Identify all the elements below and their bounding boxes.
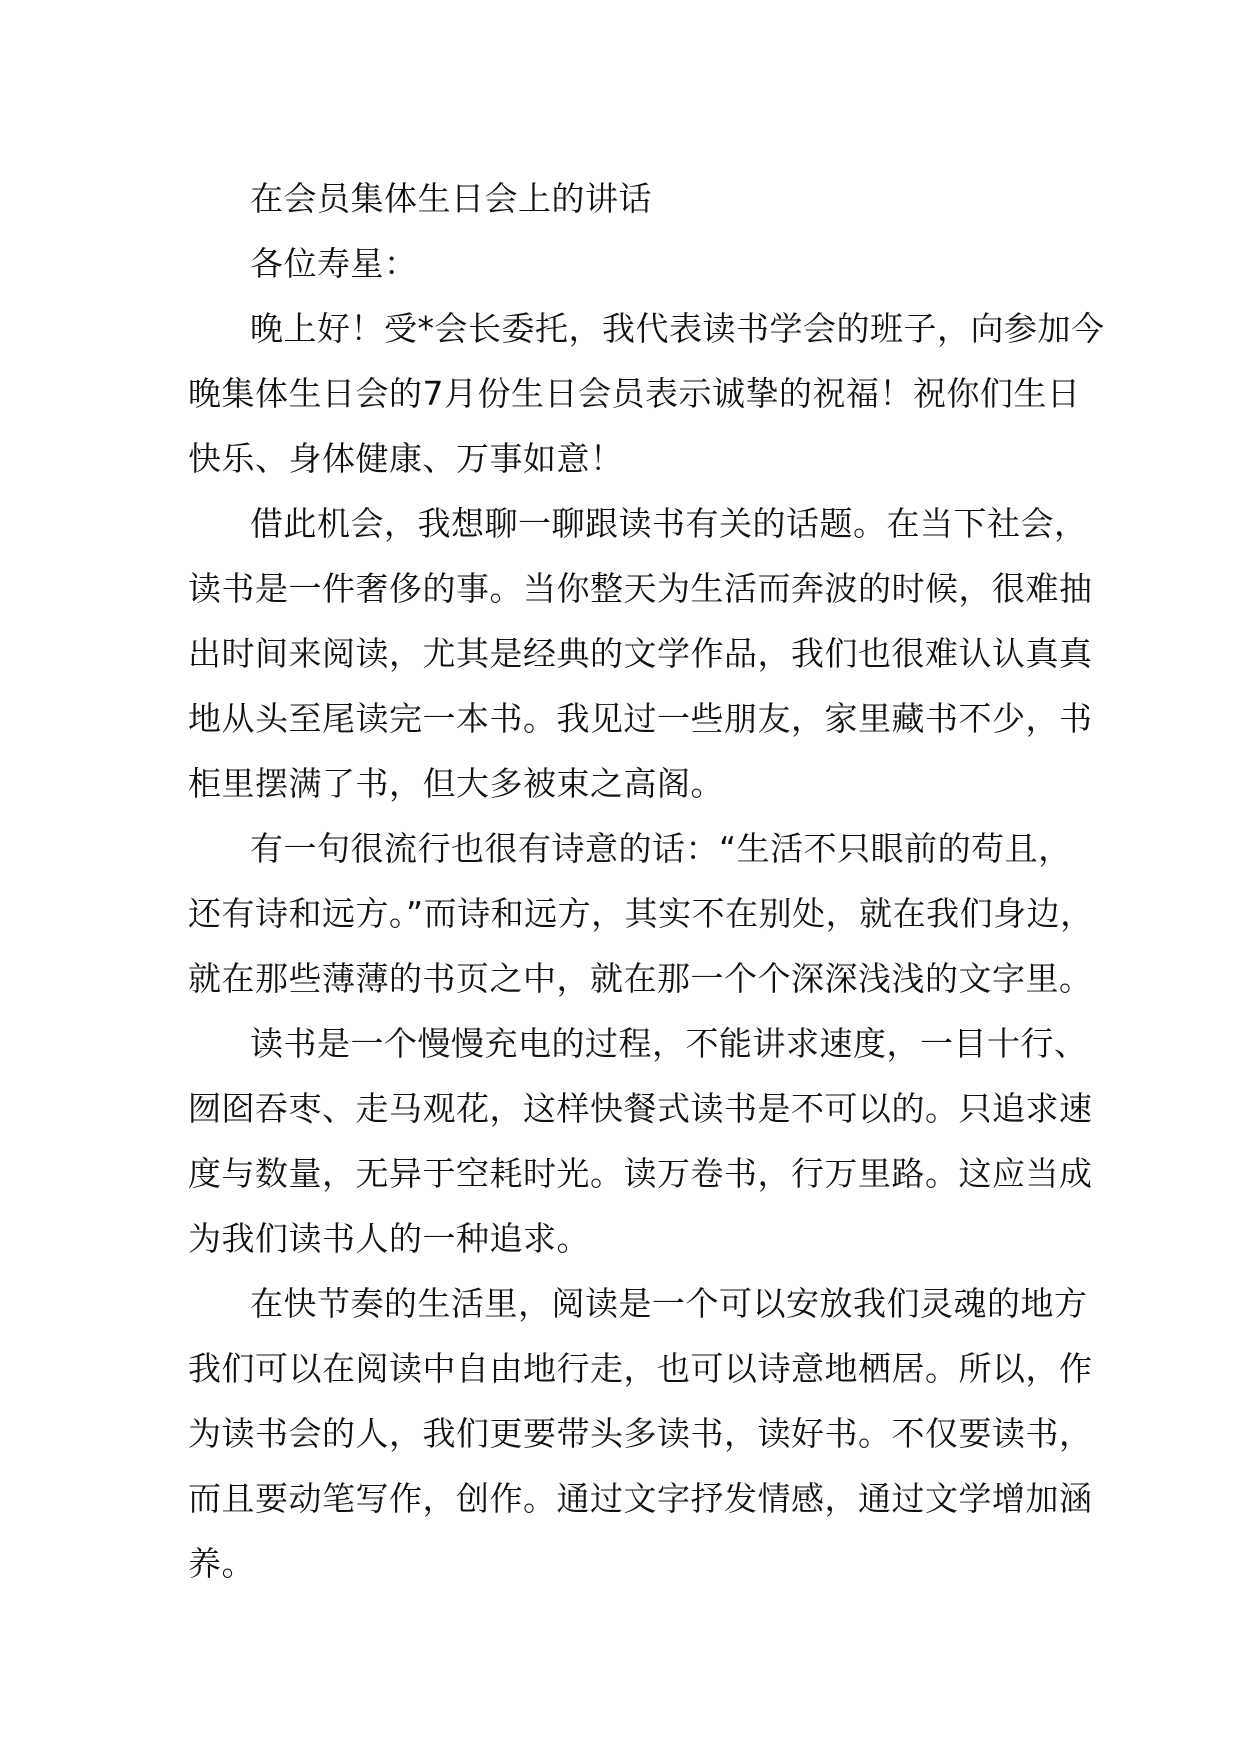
- paragraph-line: 为我们读书人的一种追求。: [188, 1219, 590, 1258]
- paragraph-reading-topic: [188, 491, 1093, 816]
- paragraph-line: 就在那些薄薄的书页之中，就在那一个个深深浅浅的文字里。: [188, 959, 1093, 998]
- paragraph-line: 养。: [188, 1544, 255, 1583]
- paragraph-line: 出时间来阅读，尤其是经典的文学作品，我们也很难认认真真: [188, 634, 1093, 673]
- paragraph-conclusion: [188, 1271, 1093, 1596]
- paragraph-line: 而且要动笔写作，创作。通过文字抒发情感，通过文学增加涵: [188, 1479, 1093, 1518]
- paragraph-poetry: [188, 816, 1094, 1011]
- paragraph-line: 借此机会，我想聊一聊跟读书有关的话题。在当下社会，: [250, 504, 1088, 543]
- paragraph-line: 为读书会的人，我们更要带头多读书，读好书。不仅要读书，: [188, 1414, 1093, 1453]
- paragraph-slow-reading: [188, 1011, 1093, 1271]
- paragraph-line: 地从头至尾读完一本书。我见过一些朋友，家里藏书不少，书: [188, 699, 1093, 738]
- paragraph-line: 读书是一个慢慢充电的过程，不能讲求速度，一目十行、: [250, 1024, 1088, 1063]
- paragraph-line: 晚集体生日会的7月份生日会员表示诚挚的祝福！祝你们生日: [188, 374, 1081, 413]
- paragraph-line: 快乐、身体健康、万事如意！: [188, 439, 624, 478]
- paragraph-line: 我们可以在阅读中自由地行走，也可以诗意地栖居。所以，作: [188, 1349, 1093, 1388]
- salutation: 各位寿星：: [250, 244, 418, 283]
- paragraph-line: 柜里摆满了书，但大多被束之高阁。: [188, 764, 724, 803]
- paragraph-line: 在快节奏的生活里，阅读是一个可以安放我们灵魂的地方: [250, 1284, 1088, 1323]
- document-body: [188, 166, 1105, 1596]
- paragraph-line: 还有诗和远方。”而诗和远方，其实不在别处，就在我们身边，: [188, 894, 1094, 933]
- paragraph-line: 有一句很流行也很有诗意的话：“生活不只眼前的苟且，: [250, 829, 1072, 868]
- paragraph-line: 晚上好！受*会长委托，我代表读书学会的班子，向参加今: [250, 309, 1105, 348]
- paragraph-line: 囫囵吞枣、走马观花，这样快餐式读书是不可以的。只追求速: [188, 1089, 1093, 1128]
- paragraph-line: 读书是一件奢侈的事。当你整天为生活而奔波的时候，很难抽: [188, 569, 1093, 608]
- paragraph-line: 度与数量，无异于空耗时光。读万卷书，行万里路。这应当成: [188, 1154, 1093, 1193]
- paragraph-greeting: [188, 296, 1105, 491]
- document-title: 在会员集体生日会上的讲话: [250, 179, 652, 218]
